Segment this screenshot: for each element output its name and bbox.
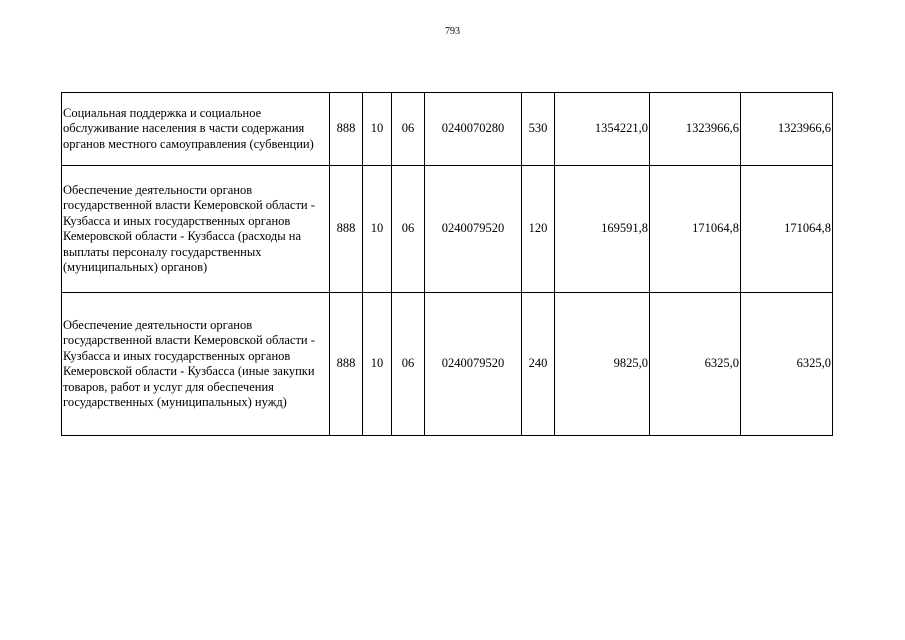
subsection-code-cell: 06 — [392, 93, 425, 166]
subsection-code-cell: 06 — [392, 293, 425, 436]
year2-amount-cell: 1323966,6 — [650, 93, 741, 166]
expense-type-cell: 240 — [522, 293, 555, 436]
section-code-cell: 10 — [363, 293, 392, 436]
target-article-cell: 0240079520 — [425, 166, 522, 293]
expense-type-cell: 120 — [522, 166, 555, 293]
expense-type-cell: 530 — [522, 93, 555, 166]
year3-amount-cell: 171064,8 — [741, 166, 833, 293]
target-article-cell: 0240079520 — [425, 293, 522, 436]
table-row — [62, 293, 833, 436]
section-code-cell: 10 — [363, 93, 392, 166]
year2-amount-cell: 171064,8 — [650, 166, 741, 293]
table-row — [62, 166, 833, 293]
year1-amount-cell: 9825,0 — [555, 293, 650, 436]
row-name-cell: Обеспечение деятельности органов государственной власти Кемеровской области - Кузбасса и иных государственных органов Кемеровской области - Кузбасса (расходы на выплаты персоналу государственных (муниципальных) органов) — [62, 166, 330, 293]
year1-amount-cell: 169591,8 — [555, 166, 650, 293]
budget-table — [61, 92, 833, 436]
target-article-cell: 0240070280 — [425, 93, 522, 166]
page-number: 793 — [445, 26, 460, 37]
year1-amount-cell: 1354221,0 — [555, 93, 650, 166]
year2-amount-cell: 6325,0 — [650, 293, 741, 436]
row-name-cell: Социальная поддержка и социальное обслуживание населения в части содержания органов местного самоуправления (субвенции) — [62, 93, 330, 166]
row-name-cell: Обеспечение деятельности органов государственной власти Кемеровской области - Кузбасса и иных государственных органов Кемеровской области - Кузбасса (иные закупки товаров, работ и услуг для обеспечения государственных (муниципальных) нужд) — [62, 293, 330, 436]
year3-amount-cell: 1323966,6 — [741, 93, 833, 166]
table-row — [62, 93, 833, 166]
year3-amount-cell: 6325,0 — [741, 293, 833, 436]
subsection-code-cell: 06 — [392, 166, 425, 293]
ministry-code-cell: 888 — [330, 166, 363, 293]
ministry-code-cell: 888 — [330, 93, 363, 166]
section-code-cell: 10 — [363, 166, 392, 293]
ministry-code-cell: 888 — [330, 293, 363, 436]
